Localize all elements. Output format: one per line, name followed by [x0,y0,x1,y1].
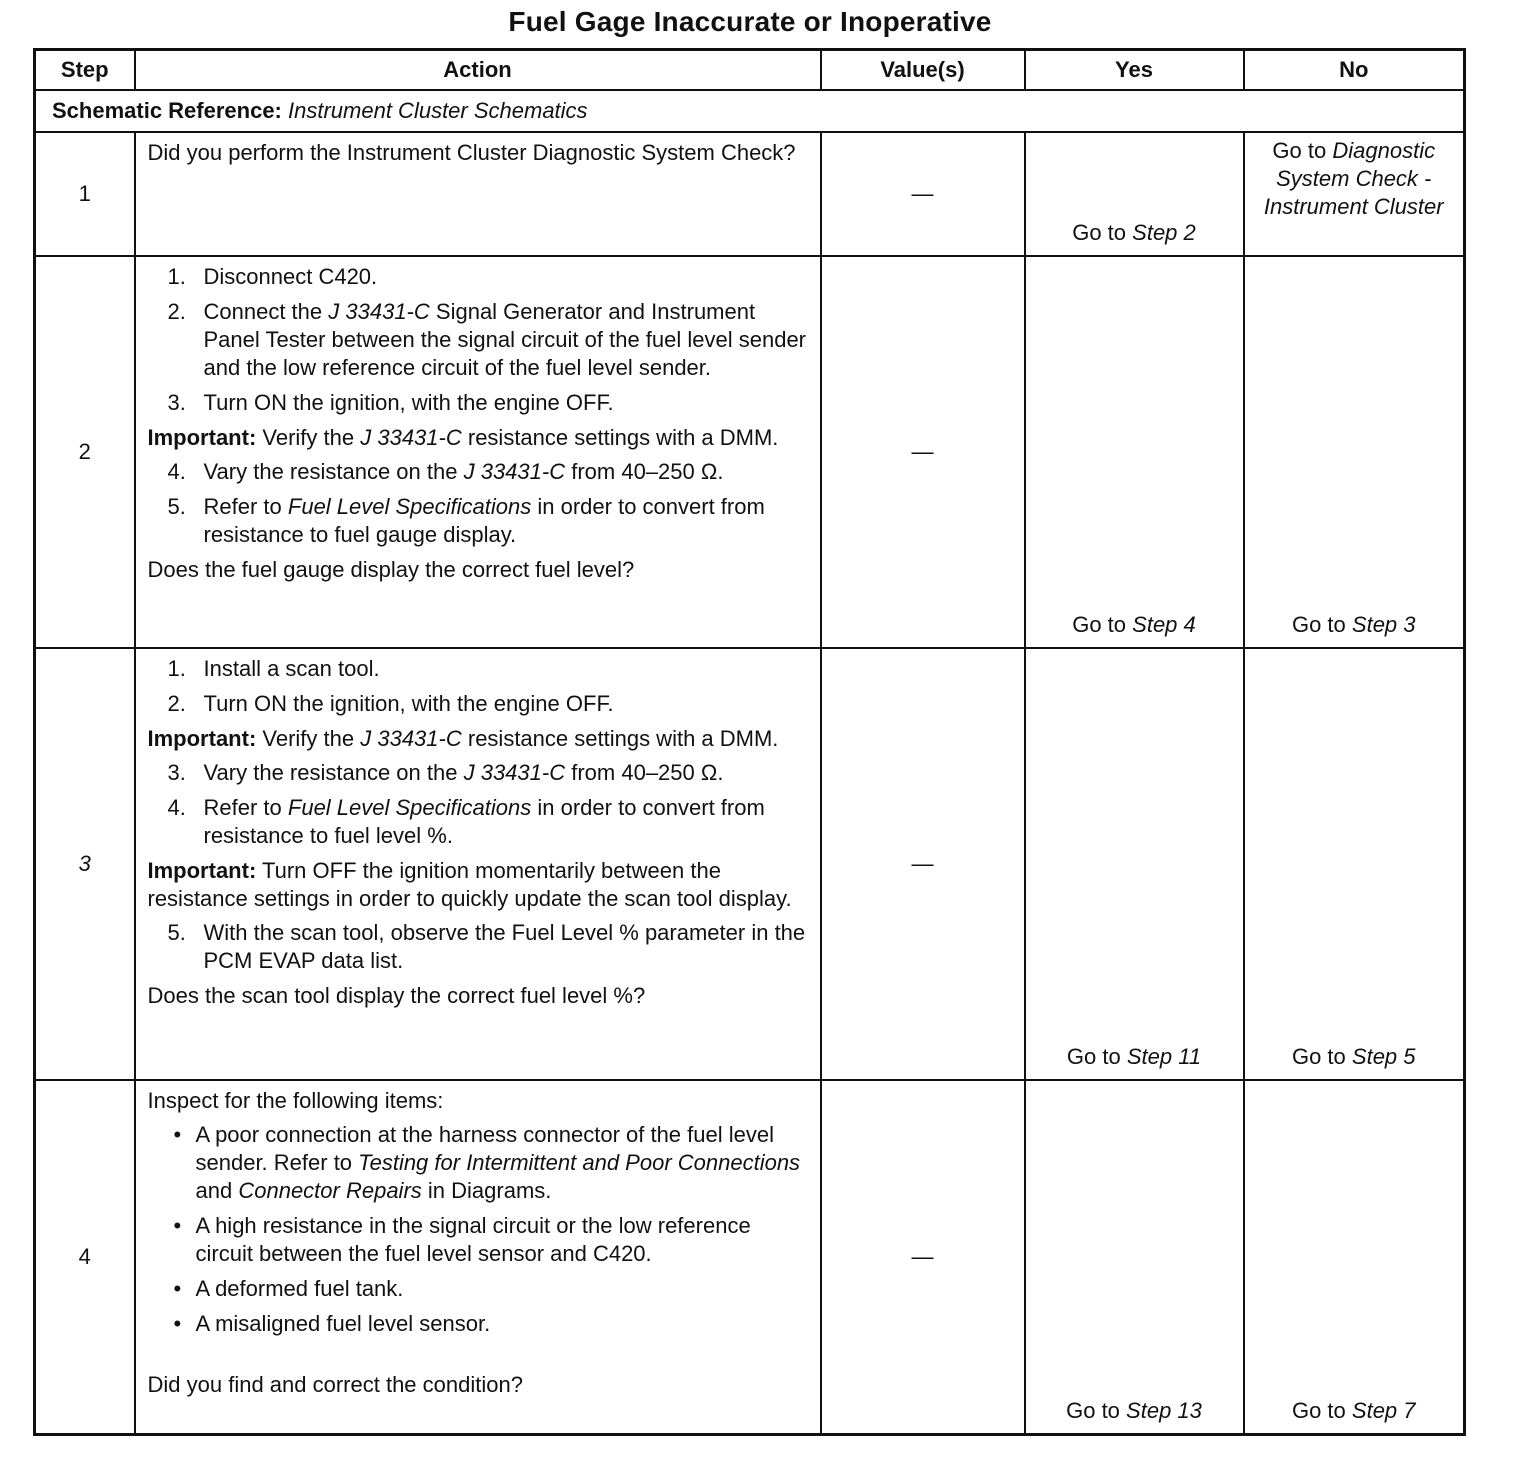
step-number: 4 [35,1080,135,1434]
important-note: Important: Verify the J 33431-C resistance settings with a DMM. [147,425,779,450]
diagnostic-table [33,48,1466,1436]
list-item: • A deformed fuel tank. [173,1276,404,1301]
no-target: Step 3 [1351,612,1416,637]
list-item: 1. Install a scan tool. [167,656,380,681]
action-cell [135,648,821,1080]
table-row [35,132,1465,256]
yes-cell: Go to Step 4 [1025,256,1244,648]
important-note: Important: Verify the J 33431-C resistance settings with a DMM. [147,726,779,751]
list-item: 4. Vary the resistance on the J 33431-C from 40–250 Ω. [167,459,724,484]
action-cell [135,1080,821,1434]
list-item: 5. Refer to Fuel Level Specifications in order to convert from resistance to fuel gauge display. [167,494,765,547]
action-question: Does the scan tool display the correct fuel level %? [147,983,646,1008]
yes-cell [1025,132,1244,256]
yes-cell: Go to Step 13 [1025,1080,1244,1434]
numbered-list [148,458,814,549]
go-to-label: Go to [1272,138,1327,163]
go-to-label: Go to [1072,220,1127,245]
tool-reference: J 33431-C [360,425,462,450]
list-item: 3. Vary the resistance on the J 33431-C from 40–250 Ω. [167,760,724,785]
tool-reference: J 33431-C [328,299,430,324]
value-cell: — [821,132,1025,256]
action-cell [135,132,821,256]
list-item: 2. Connect the J 33431-C Signal Generator and Instrument Panel Tester between the signal circuit of the fuel level sender and the low reference circuit of the fuel level sender. [167,299,807,380]
numbered-list [148,655,814,718]
tool-reference: J 33431-C [463,459,566,484]
table-row [35,1080,1465,1434]
action-question: Does the fuel gauge display the correct fuel level? [147,557,635,582]
schematic-reference-row [35,90,1465,132]
no-cell: Go to Step 5 [1244,648,1465,1080]
action-question: Did you perform the Instrument Cluster Diagnostic System Check? [147,140,796,165]
schematic-reference-label: Schematic Reference: [52,98,282,123]
numbered-list [148,759,814,850]
spec-reference: Fuel Level Specifications [287,494,532,519]
header-no: No [1244,50,1465,91]
header-action: Action [135,50,821,91]
numbered-list [148,263,814,417]
action-question: Did you find and correct the condition? [147,1372,523,1397]
no-target: Step 7 [1351,1397,1416,1423]
spec-reference: Fuel Level Specifications [287,795,532,820]
no-cell: Go to Step 3 [1244,256,1465,648]
step-number: 1 [35,132,135,256]
yes-target: Step 2 [1132,220,1196,245]
value-cell: — [821,1080,1025,1434]
list-item: 4. Refer to Fuel Level Specifications in order to convert from resistance to fuel level %. [167,795,765,848]
schematic-reference-link: Instrument Cluster Schematics [288,98,588,123]
important-note: Important: Turn OFF the ignition momentarily between the resistance settings in order to quickly update the scan tool display. [147,858,792,911]
schematic-reference [35,90,1465,132]
header-row [35,50,1465,91]
bullet-list [148,1121,814,1338]
list-item: 3. Turn ON the ignition, with the engine OFF. [167,390,614,415]
inspect-intro: Inspect for the following items: [147,1088,444,1113]
list-item: • A high resistance in the signal circuit or the low reference circuit between the fuel level sensor and C420. [173,1213,751,1266]
yes-cell: Go to Step 11 [1025,648,1244,1080]
header-yes: Yes [1025,50,1244,91]
step-number: 3 [35,648,135,1080]
no-cell [1244,132,1465,256]
yes-target: Step 4 [1132,612,1196,637]
tool-reference: J 33431-C [463,760,566,785]
value-cell: — [821,256,1025,648]
no-target: Step 5 [1351,1044,1416,1069]
tool-reference: J 33431-C [360,726,462,751]
yes-target: Step 11 [1126,1044,1202,1069]
header-values: Value(s) [821,50,1025,91]
table-row [35,256,1465,648]
action-cell [135,256,821,648]
numbered-list [148,919,814,975]
doc-reference: Testing for Intermittent and Poor Connections [358,1150,801,1175]
list-item: • A misaligned fuel level sensor. [173,1311,491,1336]
page-title: Fuel Gage Inaccurate or Inoperative [508,6,992,37]
yes-target: Step 13 [1126,1397,1202,1423]
list-item: • A poor connection at the harness connector of the fuel level sender. Refer to Testing for Intermittent and Poor Connections and Connector Repairs in Diagrams. [173,1122,801,1203]
list-item: 5. With the scan tool, observe the Fuel Level % parameter in the PCM EVAP data list. [167,920,806,973]
list-item: 2. Turn ON the ignition, with the engine OFF. [167,691,614,716]
header-step: Step [35,50,135,91]
table-row [35,648,1465,1080]
doc-reference: Connector Repairs [238,1178,422,1203]
no-target: Diagnostic System Check - Instrument Cluster [1263,138,1444,219]
list-item: 1. Disconnect C420. [167,264,378,289]
no-cell: Go to Step 7 [1244,1080,1465,1434]
value-cell: — [821,648,1025,1080]
step-number: 2 [35,256,135,648]
